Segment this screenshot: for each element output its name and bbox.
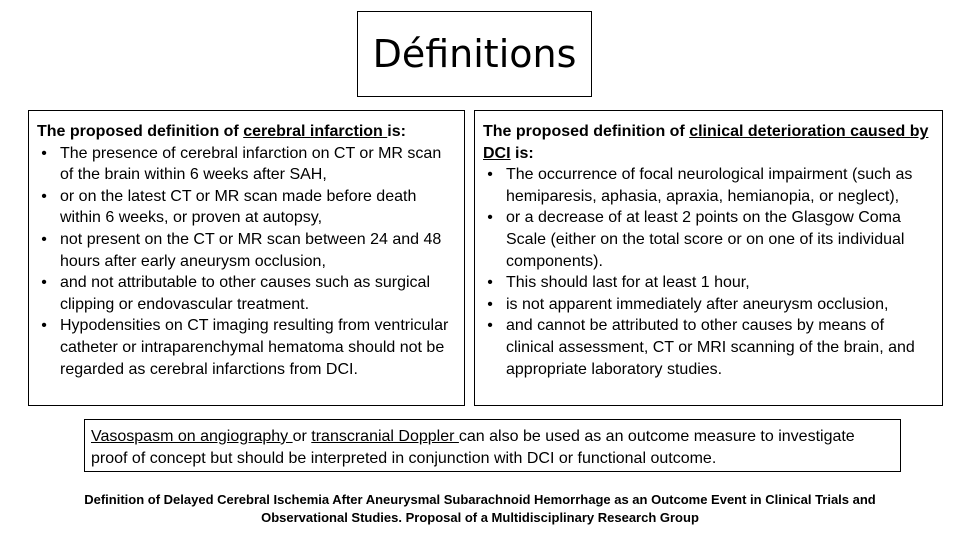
right-heading-prefix: The proposed definition of: [483, 123, 690, 140]
list-item: • and cannot be attributed to other causes by means of clinical assessment, CT or MRI scanning of the brain, and appropriate laboratory studies.: [483, 315, 936, 380]
citation-line-1: Definition of Delayed Cerebral Ischemia After Aneurysmal Subarachnoid Hemorrhage as an Outcome Event in Clinical Trials and: [84, 492, 876, 507]
clinical-deterioration-panel: [474, 110, 943, 406]
list-item: • or on the latest CT or MR scan made before death within 6 weeks, or proven at autopsy,: [37, 186, 458, 229]
page-title: Définitions: [372, 32, 577, 76]
doppler-term: transcranial Doppler: [311, 428, 459, 445]
right-heading-suffix: is:: [510, 144, 534, 162]
list-item: • and not attributable to other causes such as surgical clipping or endovascular treatment.: [37, 272, 458, 315]
left-heading-prefix: The proposed definition of: [37, 123, 244, 140]
vasospasm-term: Vasospasm on angiography: [91, 428, 293, 445]
left-panel-heading: [37, 121, 458, 143]
cerebral-infarction-panel: [28, 110, 465, 406]
right-panel-content: [483, 121, 936, 380]
title-box: [357, 11, 592, 97]
left-heading-suffix: is:: [387, 123, 406, 140]
list-item: • The presence of cerebral infarction on CT or MR scan of the brain within 6 weeks after SAH,: [37, 143, 458, 186]
list-item: • is not apparent immediately after aneurysm occlusion,: [483, 294, 936, 316]
citation-line-2: Observational Studies. Proposal of a Multidisciplinary Research Group: [261, 510, 699, 525]
list-item: • This should last for at least 1 hour,: [483, 272, 936, 294]
right-bullet-list: [483, 164, 936, 380]
left-bullet-list: [37, 143, 458, 381]
list-item: • not present on the CT or MR scan between 24 and 48 hours after early aneurysm occlusion,: [37, 229, 458, 272]
list-item: • Hypodensities on CT imaging resulting from ventricular catheter or intraparenchymal hematoma should not be regarded as cerebral infarctions from DCI.: [37, 315, 458, 380]
right-panel-heading: [483, 121, 936, 164]
list-item: • The occurrence of focal neurological impairment (such as hemiparesis, aphasia, apraxia, hemianopia, or neglect),: [483, 164, 936, 207]
outcome-note-box: [84, 419, 901, 472]
list-item: • or a decrease of at least 2 points on the Glasgow Coma Scale (either on the total score or on one of its individual components).: [483, 207, 936, 272]
left-heading-term: cerebral infarction: [243, 123, 388, 140]
outcome-note-text: can also be used as an outcome measure to investigate proof of concept but should be interpreted in conjunction with DCI or functional outcome.: [91, 428, 855, 467]
outcome-connector: or: [292, 428, 312, 445]
left-panel-content: [37, 121, 458, 380]
citation: [0, 491, 960, 527]
right-heading-term: clinical deterioration caused by DCI: [483, 123, 929, 162]
